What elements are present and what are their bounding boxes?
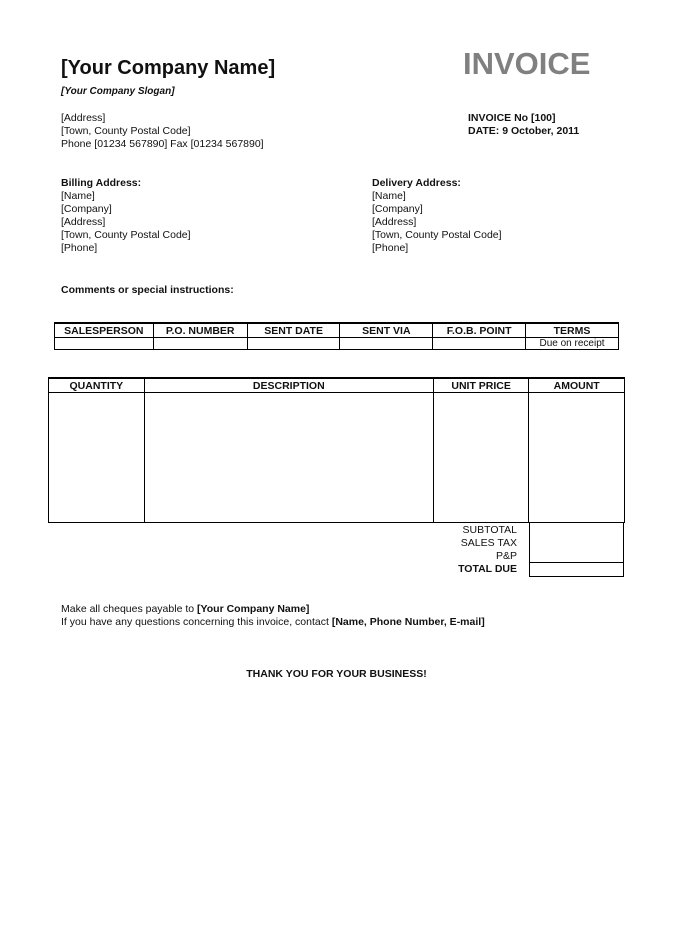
- invoice-title: INVOICE: [463, 46, 591, 81]
- payable-name: [Your Company Name]: [197, 603, 310, 615]
- questions-contact: [Name, Phone Number, E-mail]: [331, 616, 485, 628]
- address-line: [Town, County Postal Code]: [61, 125, 191, 137]
- invoice-number: INVOICE No [100]: [468, 112, 556, 124]
- billing-label: Billing Address:: [61, 177, 142, 189]
- billing-address: [61, 177, 191, 255]
- delivery-address: [372, 177, 502, 255]
- footer-notes: [61, 603, 485, 629]
- total-due-box[interactable]: [529, 562, 624, 577]
- fob-point-cell[interactable]: [433, 338, 526, 350]
- company-name: [Your Company Name]: [61, 57, 276, 79]
- thank-you: THANK YOU FOR YOUR BUSINESS!: [246, 668, 427, 680]
- col-quantity: QUANTITY: [49, 378, 145, 393]
- comments-label: Comments or special instructions:: [61, 284, 234, 296]
- company-slogan: [Your Company Slogan]: [61, 86, 175, 97]
- invoice-meta: [468, 112, 579, 138]
- delivery-line: [Town, County Postal Code]: [372, 229, 502, 241]
- quantity-cell[interactable]: [49, 393, 145, 523]
- billing-line: [Name]: [61, 190, 95, 202]
- delivery-line: [Company]: [372, 203, 423, 215]
- billing-line: [Town, County Postal Code]: [61, 229, 191, 241]
- description-cell[interactable]: [144, 393, 433, 523]
- sent-via-cell[interactable]: [340, 338, 433, 350]
- company-address: [61, 112, 264, 151]
- sales-tax-label: SALES TAX: [460, 537, 517, 549]
- delivery-label: Delivery Address:: [372, 177, 461, 189]
- address-line: Phone [01234 567890] Fax [01234 567890]: [61, 138, 264, 150]
- col-sent-date: SENT DATE: [247, 323, 340, 338]
- items-table: [48, 377, 625, 523]
- col-description: DESCRIPTION: [144, 378, 433, 393]
- col-salesperson: SALESPERSON: [55, 323, 154, 338]
- unit-price-cell[interactable]: [433, 393, 528, 523]
- col-terms: TERMS: [526, 323, 619, 338]
- col-amount: AMOUNT: [529, 378, 625, 393]
- payable-text: Make all cheques payable to: [61, 603, 198, 615]
- invoice-date: DATE: 9 October, 2011: [468, 125, 580, 137]
- billing-line: [Phone]: [61, 242, 98, 254]
- totals-labels: [458, 524, 517, 576]
- amount-cell[interactable]: [529, 393, 625, 523]
- address-line: [Address]: [61, 112, 106, 124]
- questions-text: If you have any questions concerning this invoice, contact: [61, 616, 332, 628]
- delivery-line: [Address]: [372, 216, 417, 228]
- subtotals-box[interactable]: [529, 523, 624, 563]
- col-unit-price: UNIT PRICE: [433, 378, 528, 393]
- delivery-line: [Name]: [372, 190, 406, 202]
- terms-cell[interactable]: Due on receipt: [526, 338, 619, 350]
- subtotal-label: SUBTOTAL: [462, 524, 517, 536]
- po-number-cell[interactable]: [153, 338, 247, 350]
- billing-line: [Company]: [61, 203, 112, 215]
- salesperson-cell[interactable]: [55, 338, 154, 350]
- col-sent-via: SENT VIA: [340, 323, 433, 338]
- order-table: [54, 322, 619, 350]
- delivery-line: [Phone]: [372, 242, 409, 254]
- sent-date-cell[interactable]: [247, 338, 340, 350]
- pp-label: P&P: [495, 550, 517, 562]
- billing-line: [Address]: [61, 216, 106, 228]
- total-due-label: TOTAL DUE: [458, 563, 517, 575]
- col-po-number: P.O. NUMBER: [153, 323, 247, 338]
- col-fob-point: F.O.B. POINT: [433, 323, 526, 338]
